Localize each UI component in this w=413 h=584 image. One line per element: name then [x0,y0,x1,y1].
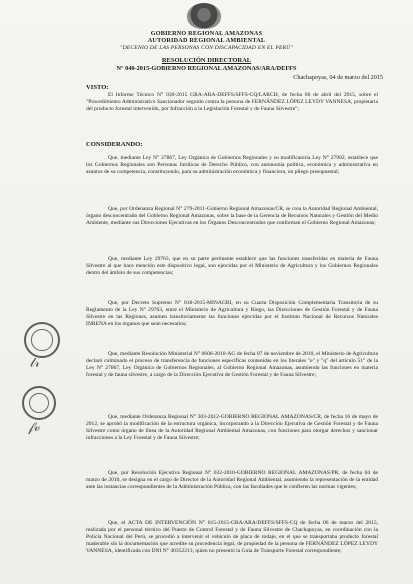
paragraph [86,414,378,442]
paragraph-text: Que, mediante Ley N° 27867, Ley Orgánica de Gobiernos Regionales y su modificatoria Ley N° 27902, establece que los Gobiernos Regionales son Personas Jurídicas de Derecho Público, con autonomía política, económica y administrativa en asuntos de su competencia, constituyendo, para su administración económica y financiera, un pliego presupuestal; [86,155,378,176]
header-line-2: AUTORIDAD REGIONAL AMBIENTAL [147,37,266,44]
regional-seal-icon [187,3,221,29]
paragraph [86,470,378,491]
header-line-1: GOBIERNO REGIONAL AMAZONAS [150,30,263,37]
paragraph-text: Que, por Resolución Ejecutiva Regional N° 032-2010-GOBIERNO REGIONAL AMAZONAS/PR, de fecha 04 de marzo de 2010, se designa en el cargo de Director de la Autoridad Regional Ambiental, asumiendo la representación de la entidad ante las instancias correspondientes de la Administración Pública, con las facultades que le confieren las normas vigentes; [86,470,378,491]
paragraph [86,520,378,555]
paragraph [86,155,378,176]
place-date: Chachapoyas, 04 de marzo del 2015 [293,74,383,81]
paragraph-text: Que, por Decreto Supremo N° 018-2015-MINAGRI, en su Cuarta Disposición Complementaria Transitoria de su Reglamento de la Ley N° 29763, entre el Ministerio de Agricultura y Riego, las Direcciones de Gestión Forestal y de Fauna Silvestre en las Regiones, asumen transitoriamente las funciones ejercidas por el Instituto Nacional de Recursos Naturales INRENA en los órganos que sean necesarios; [86,300,378,328]
paragraph [86,206,378,227]
official-stamp-icon [24,322,60,358]
official-stamp-icon [22,386,56,420]
section-considerando: CONSIDERANDO: [86,141,143,148]
paragraph-text: Que, mediante Ordenanza Regional N° 303-2012-GOBIERNO REGIONAL AMAZONAS/CR, de fecha 16 de mayo de 2012, se aprobó la modificación de la estructura orgánica, incorporando a la Dirección Ejecutiva de Gestión Forestal y de Fauna Silvestre como órgano de línea de la Autoridad Regional Ambiental Amazonas, con funciones para otorgar derechos y sancionar infracciones a la Ley Forestal y de Fauna Silvestre; [86,414,378,442]
paragraph [86,92,378,113]
signature-icon: 𝓁𝓇 [30,356,40,371]
paragraph-text: Que, mediante Resolución Ministerial N° 0606-2010-AG de fecha 07 de noviembre de 2010, el Ministerio de Agricultura declaró culminado el proceso de transferencia de funciones específicas contenidas en los literales "e" y "q" del artículo 51° de la Ley N° 27867, Ley Orgánica de Gobiernos Regionales, al Gobierno Regional Amazonas, asumiendo las funciones en materia forestal y de fauna silvestre, a cargo de la Dirección Ejecutiva de Gestión Forestal y de Fauna Silvestre; [86,351,378,379]
paragraph-text: Que, mediante Ley 29763, que en su parte pertinente establece que las funciones transferidas en materia de Fauna Silvestre al que hace mención este dispositivo legal, son ejercidas por el Ministerio de Agricultura y los Gobiernos Regionales dentro del ámbito de sus competencias; [86,256,378,277]
paragraph-text: El Informe Técnico N° 030-2015 GRA-ARA-DEFFS/SFFS-CQ/LARCH, de fecha 06 de abril del 2015, sobre el "Procedimiento Administrativo Sancionador seguido contra la persona de FERNÁNDEZ LÓPEZ LEYDY VANNESA, propietaria del producto forestal intervenido, por Infracción a la Legislación Forestal y de Fauna Silvestre"; [86,92,378,113]
paragraph-text: Que, el ACTA DE INTERVENCIÓN N° 015-2015-GRA/ARA/DEFFS/SFFS-CQ de fecha 06 de marzo del 2015, realizada por el personal técnico del Puesto de Control Forestal y de Fauna Silvestre de Chachapoyas, en coordinación con la Policía Nacional del Perú, se procedió a intervenir el vehículo de placa de rodaje, en el que se transportaba producto forestal maderable sin la documentación que acredite su procedencia legal, de propiedad de la persona de FERNÁNDEZ LÓPEZ LEYDY VANNESA, identificada con DNI N° 40352213, quien no presentó la Guía de Transporte Forestal correspondiente; [86,520,378,555]
resolution-number: N° 040-2015-GOBIERNO REGIONAL AMAZONAS/ARA/DEFFS [116,65,297,72]
section-visto: VISTO: [86,84,109,91]
resolution-title: RESOLUCIÓN DIRECTORAL [161,57,252,64]
signature-icon: 𝒻𝓋 [28,420,41,435]
paragraph [86,256,378,277]
header-line-3: "DECENIO DE LAS PERSONAS CON DISCAPACIDAD EN EL PERÚ" [120,45,293,51]
paragraph [86,300,378,328]
paragraph-text: Que, por Ordenanza Regional N° 279-2011-Gobierno Regional Amazonas/CR, se crea la Autoridad Regional Ambiental, órgano desconcentrado del Gobierno Regional Amazonas, sobre la base de la Gerencia de Recursos Naturales y Gestión del Medio Ambiente, mediante sus Direcciones Ejecutivas en los Órganos Desconcentrados que conforman el Gobierno Regional Amazonas; [86,206,378,227]
paragraph [86,351,378,379]
